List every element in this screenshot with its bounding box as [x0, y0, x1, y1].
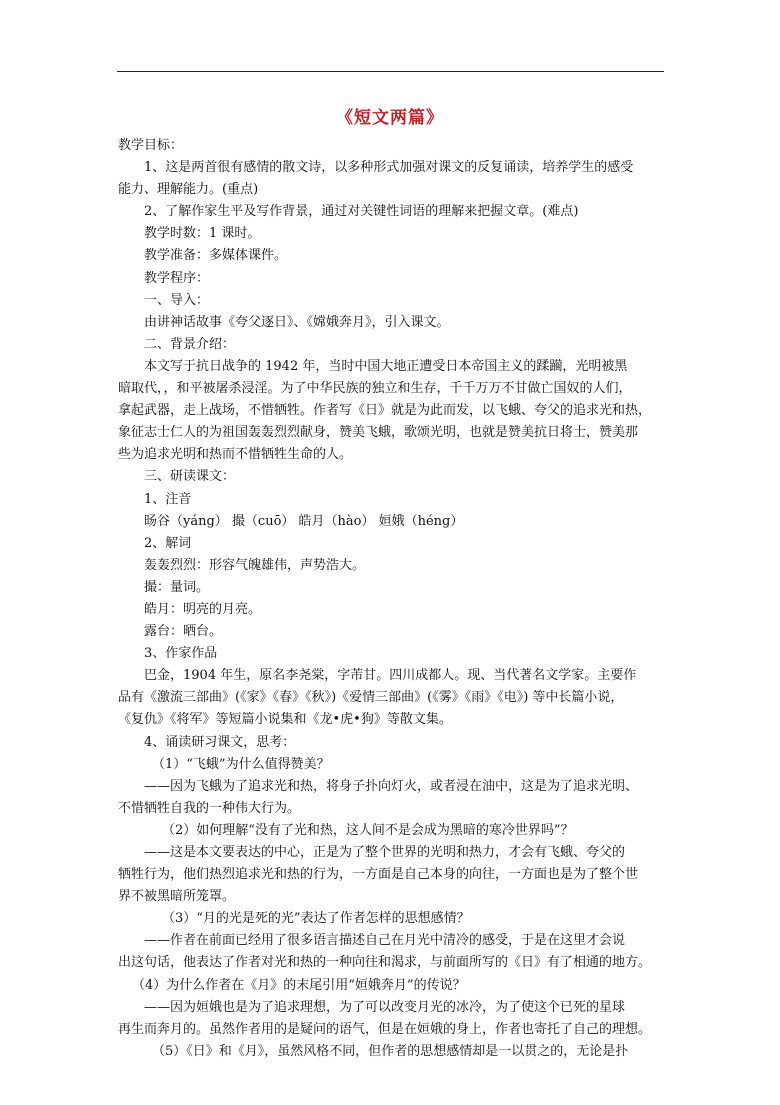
- paragraph-line: 1、这是两首很有感情的散文诗，以多种形式加强对课文的反复诵读，培养学生的感受: [144, 160, 634, 176]
- paragraph-line: 象征志士仁人的为祖国轰轰烈烈献身，赞美飞蛾，歌颂光明，也就是赞美抗日将士，赞美那: [118, 425, 639, 441]
- paragraph-line: 品有《激流三部曲》(《家》《春》《秋》)《爱情三部曲》(《雾》《雨》《电》) 等中长篇小说，: [118, 690, 624, 706]
- paragraph-line: ——作者在前面已经用了很多语言描述自己在月光中清冷的感受，于是在这里才会说: [144, 933, 626, 949]
- paragraph-line: 2、了解作家生平及写作背景，通过对关键性词语的理解来把握文章。(难点): [144, 204, 579, 220]
- paragraph-line: 一、导入：: [144, 292, 210, 308]
- paragraph-line: 教学准备：多媒体课件。: [144, 248, 288, 264]
- paragraph-line: 三、研读课文：: [144, 469, 236, 485]
- paragraph-line: 牺牲行为，他们热烈追求光和热的行为，一方面是自己本身的向往，一方面也是为了整个世: [118, 867, 639, 883]
- paragraph-line: 轰轰烈烈：形容气魄雄伟，声势浩大。: [144, 557, 366, 573]
- paragraph-line: 能力、理解能力。(重点): [118, 182, 259, 198]
- document-body: [118, 135, 666, 1063]
- paragraph-line: 不惜牺牲自我的一种伟大行为。: [118, 800, 301, 816]
- paragraph-line: （1）“飞蛾”为什么值得赞美？: [152, 756, 330, 772]
- paragraph-line: 二、背景介绍：: [144, 336, 236, 352]
- paragraph-line: 教学时数：1 课时。: [144, 226, 261, 242]
- paragraph-line: 4、诵读研习课文，思考：: [144, 734, 296, 750]
- paragraph-line: 皓月：明亮的月亮。: [144, 601, 262, 617]
- paragraph-line: 教学目标：: [118, 138, 184, 153]
- paragraph-line: （3）“月的光是死的光”表达了作者怎样的思想感情？: [162, 911, 470, 927]
- paragraph-line: 撮：量词。: [144, 579, 210, 595]
- paragraph-line: ——这是本文要表达的中心，正是为了整个世界的光明和热力，才会有飞蛾、夸父的: [144, 845, 626, 860]
- paragraph-line: 1、注音: [144, 491, 192, 507]
- paragraph-line: 2、解词: [144, 535, 192, 551]
- header-rule: [117, 71, 664, 72]
- paragraph-line: （5）《日》和《月》，虽然风格不同，但作者的思想感情却是一以贯之的，无论是扑: [152, 1043, 629, 1059]
- paragraph-line: 由讲神话故事《夸父逐日》、《嫦娥奔月》，引入课文。: [144, 314, 450, 330]
- paragraph-line: ——因为飞蛾为了追求光和热，将身子扑向灯火，或者浸在油中，这是为了追求光明、: [144, 778, 639, 794]
- paragraph-line: 再生而奔月的。虽然作者用的是疑问的语气，但是在姮娥的身上，作者也寄托了自己的理想。: [118, 1021, 652, 1037]
- paragraph-line: 本文写于抗日战争的 1942 年，当时中国大地正遭受日本帝国主义的蹂躏，光明被黑: [144, 358, 628, 374]
- paragraph-line: ——因为姮娥也是为了追求理想，为了可以改变月光的冰冷，为了使这个已死的星球: [144, 999, 626, 1015]
- paragraph-line: 些为追求光明和热而不惜牺牲生命的人。: [118, 447, 353, 463]
- paragraph-line: 露台：晒台。: [144, 624, 223, 640]
- paragraph-line: 旸谷（yáng） 撮（cuō） 皓月（hào） 姮娥（héng）: [144, 513, 464, 529]
- paragraph-line: （4）为什么作者在《月》的末尾引用“姮娥奔月”的传说？: [132, 977, 466, 993]
- paragraph-line: （2）如何理解“没有了光和热，这人间不是会成为黑暗的寒冷世界吗”？: [162, 822, 574, 838]
- paragraph-line: 3、作家作品: [144, 646, 218, 662]
- paragraph-line: 出这句话，他表达了作者对光和热的一种向往和渴求，与前面所写的《日》有了相通的地方。: [118, 955, 652, 971]
- paragraph-line: 暗取代，，和平被屠杀浸淫。为了中华民族的独立和生存，千千万万不甘做亡国奴的人们，: [118, 381, 632, 397]
- paragraph-line: 教学程序：: [144, 270, 210, 286]
- paragraph-line: 《复仇》《将军》等短篇小说集和《龙•虎•狗》等散文集。: [118, 712, 452, 728]
- document-title: 《短文两篇》: [336, 108, 444, 128]
- paragraph-line: 拿起武器，走上战场，不惜牺牲。作者写《日》就是为此而发，以飞蛾、夸父的追求光和热，: [118, 403, 652, 419]
- paragraph-line: 巴金，1904 年生，原名李尧棠，字芾甘。四川成都人。现、当代著名文学家。主要作: [144, 668, 637, 684]
- paragraph-line: 界不被黑暗所笼罩。: [118, 889, 236, 905]
